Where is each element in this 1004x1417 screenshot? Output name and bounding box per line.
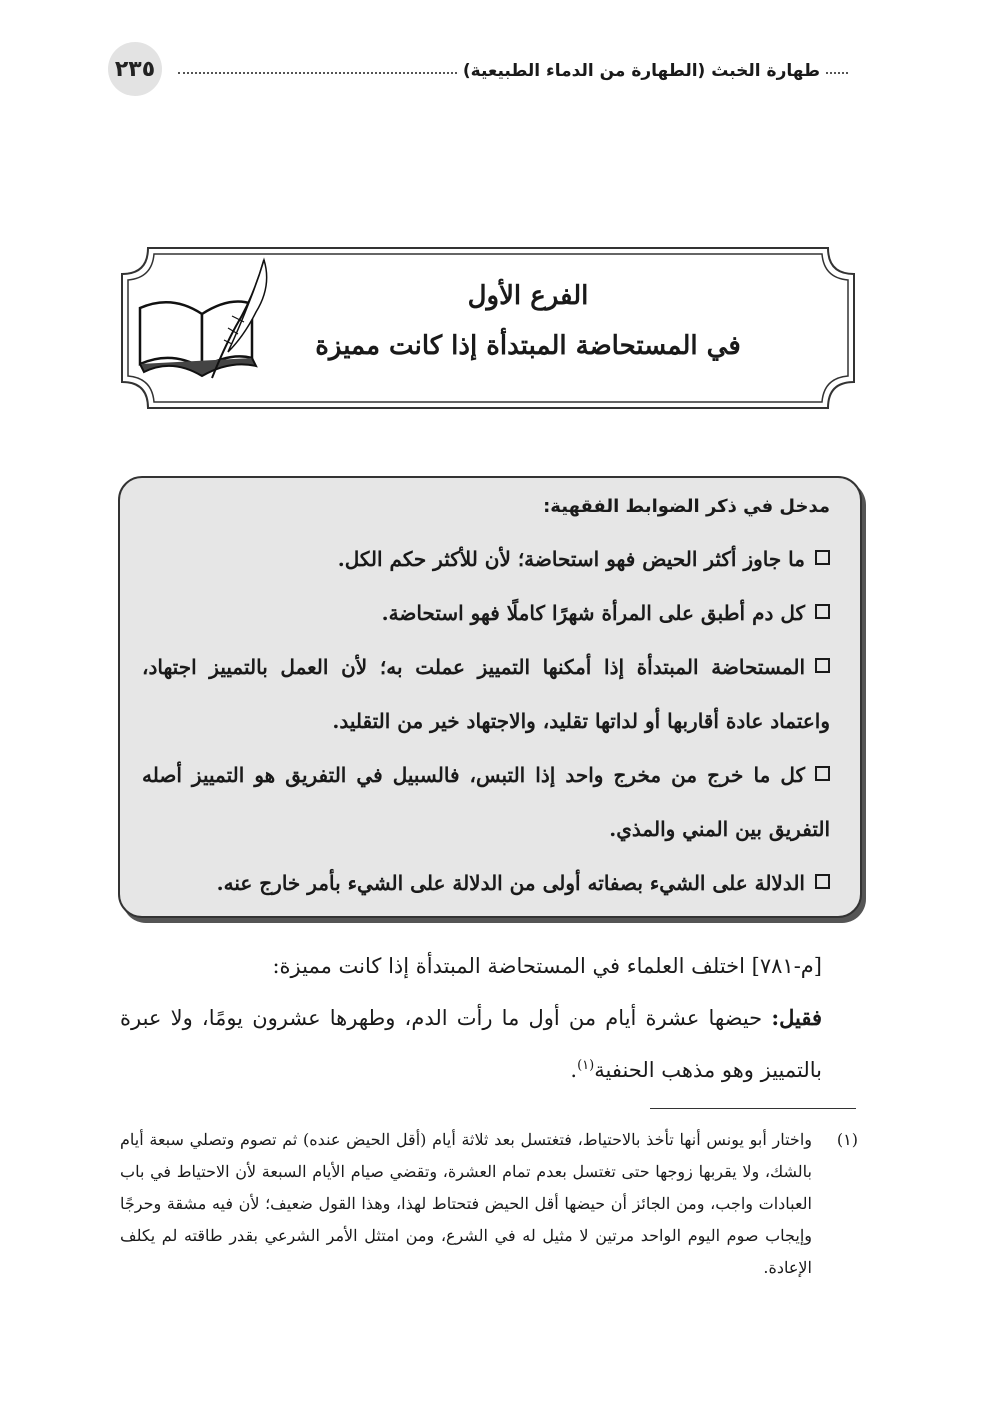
body-text (120, 940, 858, 1096)
paragraph-end: . (570, 1058, 578, 1082)
rule-item (142, 532, 830, 586)
leader-dots-left (178, 56, 457, 74)
page-number: ٢٣٥ (108, 42, 162, 96)
leader-dots-right (826, 56, 848, 74)
checkbox-bullet-icon (815, 766, 830, 781)
rule-text: كل ما خرج من مخرج واحد إذا التبس، فالسبيل في التفريق هو التمييز أصله التفريق بين المني والمذي. (142, 763, 830, 841)
rule-text: كل دم أطبق على المرأة شهرًا كاملًا فهو استحاضة. (381, 601, 805, 625)
footnote-separator (650, 1108, 856, 1109)
rule-item (142, 856, 830, 910)
rule-item (142, 586, 830, 640)
checkbox-bullet-icon (815, 550, 830, 565)
paragraph-issue: [م-٧٨١] اختلف العلماء في المستحاضة المبتدأة إذا كانت مميزة: (272, 954, 822, 978)
rule-text: ما جاوز أكثر الحيض فهو استحاضة؛ لأن للأكثر حكم الكل. (337, 547, 805, 571)
book-quill-icon (132, 256, 282, 386)
section-title: الفرع الأول (467, 281, 589, 311)
checkbox-bullet-icon (815, 874, 830, 889)
rules-heading: مدخل في ذكر الضوابط الفقهية: (543, 496, 830, 517)
opinion-text: حيضها عشرة أيام من أول ما رأت الدم، وطهرها عشرون يومًا، ولا عبرة بالتمييز وهو مذهب الحنفية (120, 1006, 822, 1082)
running-title: طهارة الخبث (الطهارة من الدماء الطبيعية) (462, 61, 820, 81)
section-title-frame (108, 240, 868, 416)
footnote-reference[interactable]: (١) (577, 1058, 595, 1073)
checkbox-bullet-icon (815, 658, 830, 673)
running-header (108, 42, 848, 96)
rule-item (142, 640, 830, 748)
footnote (120, 1124, 858, 1284)
footnote-number: (١) (836, 1130, 858, 1149)
paragraph-first-opinion (120, 992, 858, 1096)
rule-text: الدلالة على الشيء بصفاته أولى من الدلالة على الشيء بأمر خارج عنه. (216, 871, 805, 895)
title-text-block (308, 276, 748, 366)
opinion-label: فقيل: (771, 1005, 822, 1030)
running-title-row (178, 56, 848, 86)
section-subtitle: في المستحاضة المبتدأة إذا كانت مميزة (315, 331, 741, 361)
checkbox-bullet-icon (815, 604, 830, 619)
rule-text: المستحاضة المبتدأة إذا أمكنها التمييز عملت به؛ لأن العمل بالتمييز اجتهاد، واعتماد عادة أقاربها أو لداتها تقليد، والاجتهاد خير من التقليد. (142, 655, 830, 733)
rule-item (142, 748, 830, 856)
footnote-text: واختار أبو يونس أنها تأخذ بالاحتياط، فتغتسل بعد ثلاثة أيام (أقل الحيض عنده) ثم تصوم وتصلي سبعة أيام بالشك، ولا يقربها زوجها حتى تغتسل بعدم تمام العشرة، وتقضي صيام الأيام السبعة لأن الاحتياط في باب العبادات واجب، ومن الجائز أن حيضها أقل الحيض فتحتاط لهذا، وهذا القول ضعيف؛ لأن فيه مشقة وحرجًا وإيجاب صوم اليوم الواحد مرتين لا مثيل له في الشرع، ومن امتثل الأمر الشرعي بقدر طاقته لم يكلف الإعادة. (120, 1130, 812, 1277)
jurisprudence-rules-box (118, 476, 862, 918)
